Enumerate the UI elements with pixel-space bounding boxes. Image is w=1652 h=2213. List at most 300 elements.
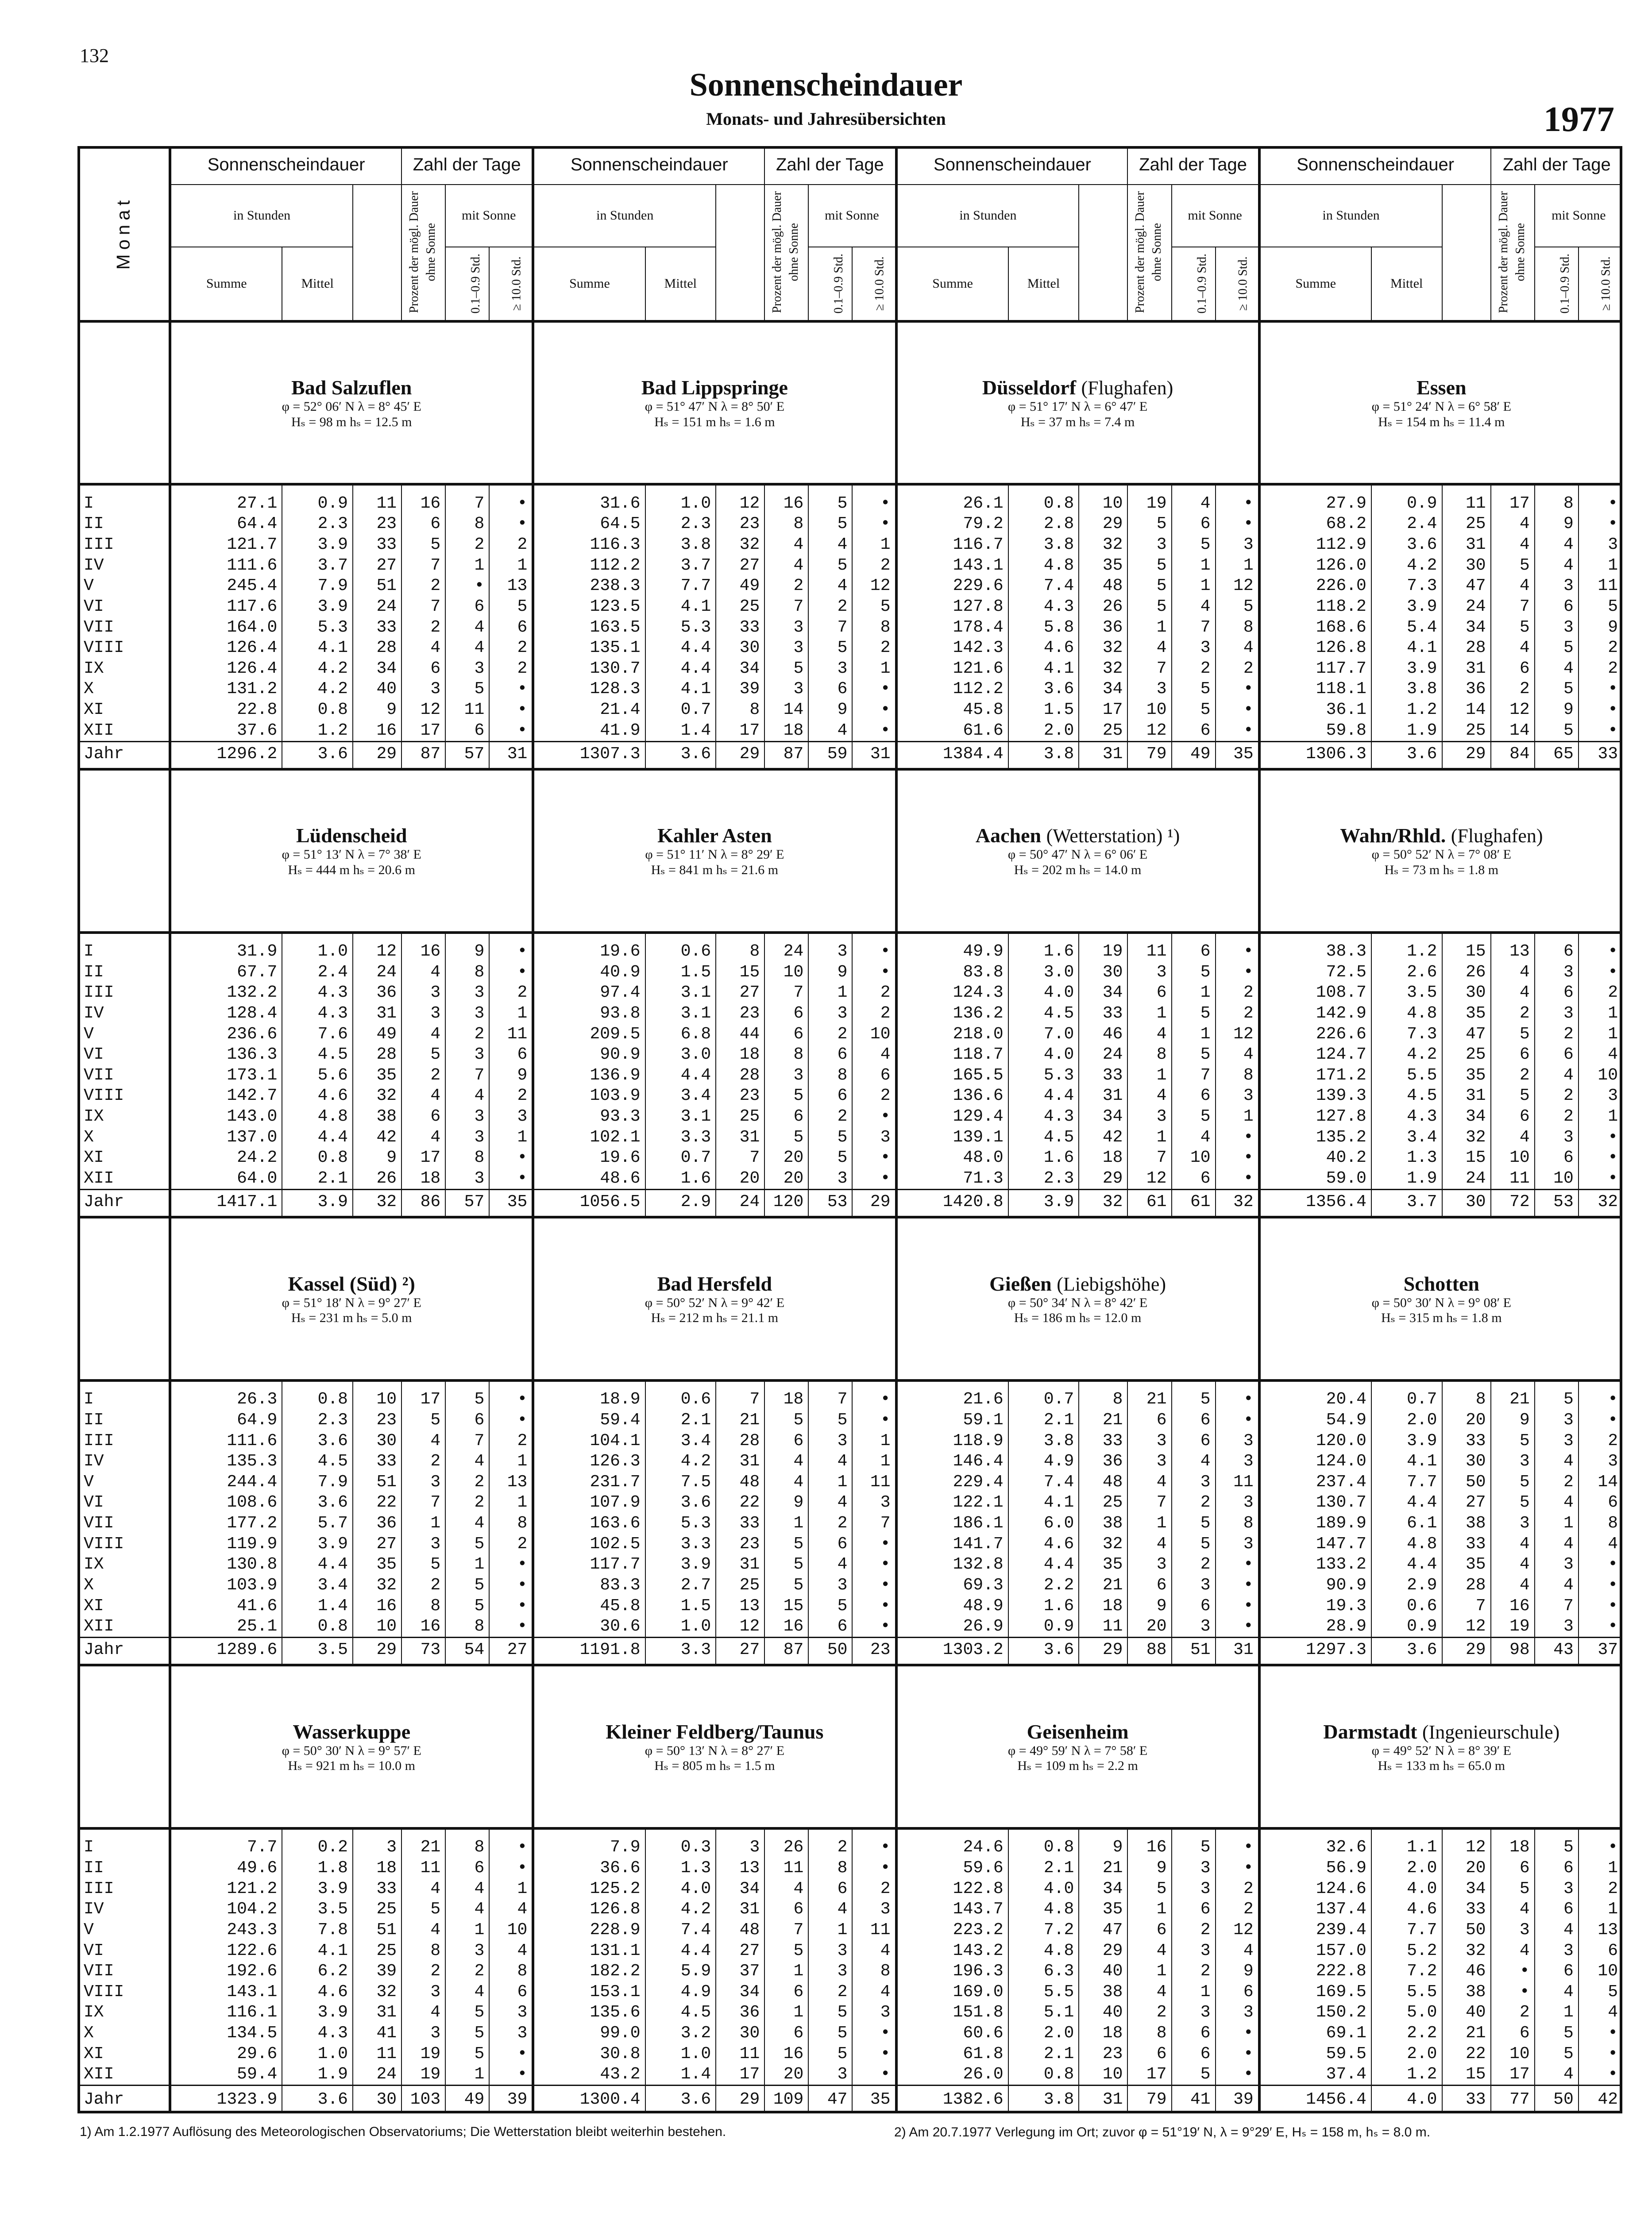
data-cell: 3 — [1127, 679, 1171, 700]
data-cell: 48 — [716, 1920, 764, 1940]
data-cell: 6 — [808, 1534, 852, 1554]
data-cell: 4 — [1127, 637, 1171, 658]
data-cell: 33 — [1079, 1065, 1127, 1086]
data-cell: 3 — [489, 1106, 533, 1127]
data-cell: 2 — [1216, 658, 1259, 679]
data-cell: 8 — [445, 1837, 489, 1858]
station-elevation: Hₛ = 109 m hₛ = 2.2 m — [1017, 1758, 1138, 1773]
data-cell: 2 — [1491, 1065, 1535, 1086]
data-cell: 41.9 — [533, 720, 645, 741]
data-cell: 61.8 — [896, 2043, 1008, 2064]
data-cell: 3.3 — [645, 1534, 716, 1554]
data-cell: 4.6 — [282, 1086, 353, 1106]
data-cell: 6 — [1172, 941, 1216, 962]
data-cell: 3 — [401, 982, 445, 1003]
data-cell: 3 — [808, 1961, 852, 1982]
month-label: I — [84, 1838, 94, 1857]
data-cell: • — [1579, 2064, 1622, 2086]
data-cell: 64.5 — [533, 514, 645, 535]
data-cell: 3 — [1127, 534, 1171, 555]
data-cell: 124.7 — [1259, 1044, 1371, 1065]
data-cell: 13 — [489, 576, 533, 597]
data-cell: 26 — [353, 1168, 401, 1189]
header-sunshine-duration: Sonnenscheindauer — [533, 146, 764, 185]
data-cell: 5 — [1127, 596, 1171, 617]
data-cell: 2 — [1579, 1878, 1622, 1899]
data-cell: 132.8 — [896, 1554, 1008, 1575]
data-cell: 48 — [716, 1472, 764, 1492]
data-cell: 1 — [1127, 617, 1171, 638]
data-cell: 4.4 — [645, 658, 716, 679]
data-cell: 2 — [764, 576, 808, 597]
data-cell: 31 — [1442, 534, 1491, 555]
data-cell: 125.2 — [533, 1878, 645, 1899]
data-cell: 33 — [353, 534, 401, 555]
data-cell: 1 — [1579, 1003, 1622, 1024]
header-range-high-label: ≥ 10.0 Std. — [509, 256, 524, 311]
data-cell: 34 — [1442, 617, 1491, 638]
data-cell: 117.7 — [1259, 658, 1371, 679]
header-sunshine-duration: Sonnenscheindauer — [170, 146, 401, 185]
data-cell: 6 — [1172, 1430, 1216, 1451]
data-cell: 16 — [764, 2043, 808, 2064]
data-cell: 6.0 — [1008, 1513, 1079, 1534]
data-cell: 157.0 — [1259, 1940, 1371, 1961]
station-coordinates: φ = 51° 24′ N λ = 6° 58′ E — [1371, 399, 1511, 414]
data-cell: 2.8 — [1008, 514, 1079, 535]
data-cell: • — [1579, 493, 1622, 514]
data-cell: 165.5 — [896, 1065, 1008, 1086]
data-cell: 1 — [852, 1430, 896, 1451]
data-cell: 31 — [489, 741, 533, 769]
data-cell: 27 — [489, 1638, 533, 1666]
data-cell: 46 — [1442, 1961, 1491, 1982]
data-cell: 5 — [401, 1044, 445, 1065]
data-cell: 8 — [1442, 1389, 1491, 1410]
header-number-of-days: Zahl der Tage — [1127, 146, 1259, 185]
data-cell: 1297.3 — [1259, 1638, 1371, 1666]
data-cell: 24 — [353, 596, 401, 617]
data-cell: 6 — [1127, 1575, 1171, 1596]
data-cell: 103.9 — [170, 1575, 282, 1596]
header-range-low-label: 0.1–0.9 Std. — [1558, 253, 1572, 314]
data-cell: 7.6 — [282, 1024, 353, 1045]
data-cell: 7.7 — [645, 576, 716, 597]
data-cell: 1420.8 — [896, 1189, 1008, 1217]
data-cell: 130.8 — [170, 1554, 282, 1575]
data-cell: 4.1 — [645, 596, 716, 617]
data-cell: 1.0 — [282, 2043, 353, 2064]
data-cell: 1.3 — [645, 1858, 716, 1878]
data-cell: 13 — [1579, 1920, 1622, 1940]
data-cell: 5 — [401, 1410, 445, 1430]
data-cell: 17 — [401, 1389, 445, 1410]
data-cell: 8 — [1127, 2023, 1171, 2043]
data-cell: • — [1216, 1837, 1259, 1858]
data-cell: 4.3 — [1008, 596, 1079, 617]
data-cell: 1.2 — [1371, 2064, 1442, 2086]
data-cell: 120 — [764, 1189, 808, 1217]
data-cell: 169.5 — [1259, 1982, 1371, 2002]
data-cell: • — [489, 1575, 533, 1596]
data-cell: 3 — [1579, 1451, 1622, 1472]
data-cell: 34 — [1079, 679, 1127, 700]
data-cell: 20 — [1442, 1410, 1491, 1430]
data-cell: 6 — [445, 720, 489, 741]
header-percent-label: Prozent der mögl. Dauer — [770, 191, 784, 313]
data-cell: 59.6 — [896, 1858, 1008, 1878]
data-cell: • — [1579, 2023, 1622, 2043]
data-cell: 2 — [1535, 1106, 1579, 1127]
data-cell: 2.4 — [282, 962, 353, 983]
data-cell: 3 — [1127, 1106, 1171, 1127]
data-cell: 3.8 — [1008, 2086, 1079, 2113]
data-cell: 0.3 — [645, 1837, 716, 1858]
data-cell: 33 — [1579, 741, 1622, 769]
data-cell: • — [852, 941, 896, 962]
data-cell: 6 — [1172, 1596, 1216, 1616]
data-cell: 2 — [489, 1086, 533, 1106]
data-cell: 127.8 — [896, 596, 1008, 617]
data-cell: 9 — [353, 1147, 401, 1168]
data-cell: 5 — [808, 1127, 852, 1148]
data-cell: 111.6 — [170, 1430, 282, 1451]
data-cell: 27.9 — [1259, 493, 1371, 514]
data-cell: • — [1216, 1147, 1259, 1168]
data-cell: 31 — [353, 1003, 401, 1024]
data-cell: 4 — [1579, 1044, 1622, 1065]
data-cell: 37.4 — [1259, 2064, 1371, 2086]
data-cell: 26.3 — [170, 1389, 282, 1410]
data-cell: 4.1 — [1371, 637, 1442, 658]
data-cell: 2 — [852, 1003, 896, 1024]
data-cell: 3 — [1172, 637, 1216, 658]
data-cell: 0.8 — [1008, 493, 1079, 514]
data-cell: 109 — [764, 2086, 808, 2113]
data-cell: 4 — [1172, 596, 1216, 617]
data-cell: 43.2 — [533, 2064, 645, 2086]
data-cell: 3 — [445, 1003, 489, 1024]
data-cell: 7 — [1127, 1147, 1171, 1168]
data-cell: 98 — [1491, 1638, 1535, 1666]
data-cell: 124.3 — [896, 982, 1008, 1003]
data-cell: 5.7 — [282, 1513, 353, 1534]
data-cell: 39 — [1216, 2086, 1259, 2113]
data-cell: 4.4 — [1371, 1554, 1442, 1575]
data-cell: 3 — [852, 2002, 896, 2023]
data-cell: 5 — [1535, 2043, 1579, 2064]
data-cell: 4.2 — [1371, 555, 1442, 576]
data-cell: 30.8 — [533, 2043, 645, 2064]
data-cell: 7.9 — [533, 1837, 645, 1858]
data-cell: 32 — [353, 1575, 401, 1596]
data-cell: 6 — [1535, 596, 1579, 617]
data-cell: 1 — [445, 1554, 489, 1575]
station-coordinates: φ = 50° 52′ N λ = 9° 42′ E — [645, 1295, 785, 1310]
station-elevation: Hₛ = 212 m hₛ = 21.1 m — [651, 1311, 779, 1326]
data-cell: 0.6 — [1371, 1596, 1442, 1616]
header-without-sun-label: ohne Sonne — [1150, 223, 1164, 281]
data-cell: 68.2 — [1259, 514, 1371, 535]
data-cell: 24.2 — [170, 1147, 282, 1168]
data-cell: 6 — [764, 1003, 808, 1024]
data-cell: 6 — [1491, 2023, 1535, 2043]
data-cell: 2.3 — [645, 514, 716, 535]
data-cell: 35 — [852, 2086, 896, 2113]
data-cell: 12 — [1127, 720, 1171, 741]
data-cell: 196.3 — [896, 1961, 1008, 1982]
data-cell: 3 — [808, 1575, 852, 1596]
data-cell: 38 — [1442, 1982, 1491, 2002]
data-cell: 34 — [716, 658, 764, 679]
data-cell: 5 — [445, 2002, 489, 2023]
data-cell: 1 — [401, 1513, 445, 1534]
data-cell: 1 — [489, 1127, 533, 1148]
data-cell: 118.2 — [1259, 596, 1371, 617]
data-cell: 50 — [1535, 2086, 1579, 2113]
data-cell: • — [1579, 1616, 1622, 1637]
data-cell: 41 — [353, 2023, 401, 2043]
month-label: Jahr — [77, 1189, 170, 1217]
data-cell: 7.7 — [170, 1837, 282, 1858]
data-cell: 2 — [445, 1492, 489, 1513]
data-cell: 20 — [716, 1168, 764, 1189]
data-cell: 1 — [764, 1961, 808, 1982]
month-label: VIII — [84, 1086, 124, 1106]
data-cell: 16 — [353, 1596, 401, 1616]
data-cell: 18 — [1079, 1596, 1127, 1616]
data-cell: 17 — [1491, 2064, 1535, 2086]
data-cell: 47 — [808, 2086, 852, 2113]
data-cell: 48.0 — [896, 1147, 1008, 1168]
data-cell: 3.5 — [282, 1638, 353, 1666]
data-cell: 25 — [1079, 720, 1127, 741]
data-cell: 4.6 — [1371, 1899, 1442, 1920]
data-cell: 3.0 — [1008, 962, 1079, 983]
data-cell: 30 — [716, 637, 764, 658]
data-cell: 6 — [808, 1878, 852, 1899]
data-cell: 1296.2 — [170, 741, 282, 769]
data-cell: 8 — [445, 962, 489, 983]
data-cell: 2 — [1535, 1024, 1579, 1045]
station-coordinates: φ = 51° 11′ N λ = 8° 29′ E — [645, 847, 784, 862]
data-cell: 17 — [716, 720, 764, 741]
data-cell: 1.2 — [1371, 699, 1442, 720]
data-cell: 143.0 — [170, 1106, 282, 1127]
data-cell: 4 — [401, 1878, 445, 1899]
data-cell: 3.6 — [1371, 534, 1442, 555]
data-cell: 5 — [764, 1534, 808, 1554]
data-cell: 163.6 — [533, 1513, 645, 1534]
header-sunshine-duration: Sonnenscheindauer — [896, 146, 1128, 185]
station-name-text: Wasserkuppe — [293, 1720, 411, 1743]
data-cell: 93.3 — [533, 1106, 645, 1127]
data-cell: 133.2 — [1259, 1554, 1371, 1575]
header-mean: Mittel — [645, 247, 716, 321]
data-cell: 4.3 — [1371, 1106, 1442, 1127]
data-cell: 3.9 — [282, 1878, 353, 1899]
header-range-low-label: 0.1–0.9 Std. — [1195, 253, 1209, 314]
data-cell: 3 — [808, 941, 852, 962]
data-cell: 47 — [1442, 576, 1491, 597]
data-cell: 126.8 — [1259, 637, 1371, 658]
data-cell: 12 — [852, 576, 896, 597]
data-cell: 18 — [353, 1858, 401, 1878]
data-cell: • — [1579, 514, 1622, 535]
data-cell: 4 — [1127, 1086, 1171, 1106]
station-name-suffix: (Liebigshöhe) — [1057, 1273, 1166, 1295]
data-cell: • — [1216, 493, 1259, 514]
data-cell: 8 — [764, 1044, 808, 1065]
data-cell: • — [852, 1596, 896, 1616]
month-label: V — [84, 1472, 94, 1492]
data-cell: 20 — [1442, 1858, 1491, 1878]
data-cell: 38 — [1079, 1982, 1127, 2002]
data-cell: 4.0 — [1008, 982, 1079, 1003]
data-cell: 107.9 — [533, 1492, 645, 1513]
data-cell: 61.6 — [896, 720, 1008, 741]
data-cell: 41 — [1172, 2086, 1216, 2113]
data-cell: 3 — [764, 679, 808, 700]
station-elevation: Hₛ = 37 m hₛ = 7.4 m — [1020, 414, 1135, 429]
data-cell: 42 — [353, 1127, 401, 1148]
data-cell: 2 — [1216, 1899, 1259, 1920]
month-label: II — [84, 514, 104, 534]
data-cell: 111.6 — [170, 555, 282, 576]
data-cell: 104.1 — [533, 1430, 645, 1451]
data-cell: 29 — [1079, 1638, 1127, 1666]
data-cell: 1 — [1172, 1024, 1216, 1045]
data-cell: 4 — [401, 1086, 445, 1106]
data-cell: 53 — [808, 1189, 852, 1217]
data-cell: 90.9 — [1259, 1575, 1371, 1596]
data-cell: 121.6 — [896, 658, 1008, 679]
data-cell: 3 — [489, 2023, 533, 2043]
data-cell: 7 — [852, 1513, 896, 1534]
month-label: IX — [84, 659, 104, 678]
data-cell: 5.9 — [645, 1961, 716, 1982]
data-cell: 3 — [808, 1940, 852, 1961]
data-cell: 126.0 — [1259, 555, 1371, 576]
data-cell: 164.0 — [170, 617, 282, 638]
data-cell: 4.9 — [645, 1982, 716, 2002]
data-cell: 34 — [1442, 1106, 1491, 1127]
data-cell: 18 — [1079, 1147, 1127, 1168]
data-cell: 2.2 — [1371, 2023, 1442, 2043]
data-cell: 6 — [764, 1982, 808, 2002]
data-cell: • — [1579, 1389, 1622, 1410]
data-cell: 23 — [716, 1003, 764, 1024]
data-cell: 6 — [1172, 514, 1216, 535]
data-cell: 4.8 — [282, 1106, 353, 1127]
data-cell: 11 — [852, 1472, 896, 1492]
data-cell: • — [489, 1858, 533, 1878]
data-cell: 7 — [401, 596, 445, 617]
data-cell: • — [1216, 1410, 1259, 1430]
data-cell: 36 — [1079, 1451, 1127, 1472]
header-sunshine-duration: Sonnenscheindauer — [1259, 146, 1491, 185]
data-cell: 124.0 — [1259, 1451, 1371, 1472]
data-cell: 9 — [808, 699, 852, 720]
data-cell: 2 — [1127, 2002, 1171, 2023]
month-label: XI — [84, 1596, 104, 1615]
data-cell: 2 — [1172, 1492, 1216, 1513]
data-cell: 139.3 — [1259, 1086, 1371, 1106]
data-cell: 50 — [1442, 1472, 1491, 1492]
data-cell: 33 — [1442, 1430, 1491, 1451]
data-cell: 24 — [353, 962, 401, 983]
station-elevation: Hₛ = 151 m hₛ = 1.6 m — [654, 414, 775, 429]
data-cell: 3.8 — [645, 534, 716, 555]
data-cell: 7.9 — [282, 1472, 353, 1492]
data-cell: 116.3 — [533, 534, 645, 555]
data-cell: 4.2 — [282, 658, 353, 679]
data-cell: 22 — [1442, 2043, 1491, 2064]
data-cell: 116.1 — [170, 2002, 282, 2023]
data-cell: 4.8 — [1371, 1534, 1442, 1554]
data-cell: 5 — [1579, 596, 1622, 617]
data-cell: • — [1216, 514, 1259, 535]
data-cell: 4 — [808, 720, 852, 741]
data-cell: 245.4 — [170, 576, 282, 597]
data-cell: 51 — [353, 1472, 401, 1492]
data-cell: 12 — [401, 699, 445, 720]
data-cell: 8 — [808, 1858, 852, 1878]
data-cell: 1.0 — [645, 2043, 716, 2064]
data-cell: 2 — [1579, 658, 1622, 679]
data-cell: 17 — [716, 2064, 764, 2086]
data-cell: 4.4 — [1008, 1086, 1079, 1106]
data-cell: 4 — [852, 1940, 896, 1961]
data-cell: • — [852, 1554, 896, 1575]
data-cell: 5 — [764, 1554, 808, 1575]
data-cell: 131.2 — [170, 679, 282, 700]
data-cell: 3 — [1127, 1554, 1171, 1575]
data-cell: 103.9 — [533, 1086, 645, 1106]
data-cell: 14 — [1491, 720, 1535, 741]
data-cell: 6 — [1127, 1410, 1171, 1430]
data-cell: 5 — [1127, 576, 1171, 597]
data-cell: • — [852, 962, 896, 983]
data-cell: 25 — [353, 1899, 401, 1920]
station-coordinates: φ = 51° 13′ N λ = 7° 38′ E — [282, 847, 421, 862]
data-cell: 16 — [1491, 1596, 1535, 1616]
data-cell: 3 — [808, 658, 852, 679]
data-cell: 3 — [1535, 617, 1579, 638]
data-cell: 6 — [1491, 1858, 1535, 1878]
data-cell: 1.4 — [282, 1596, 353, 1616]
data-cell: 5 — [1535, 637, 1579, 658]
data-cell: 169.0 — [896, 1982, 1008, 2002]
data-cell: • — [1579, 679, 1622, 700]
data-cell: 5 — [1491, 1492, 1535, 1513]
data-cell: 26.1 — [896, 493, 1008, 514]
data-cell: 1 — [445, 555, 489, 576]
data-cell: 2 — [808, 1106, 852, 1127]
data-cell: 120.0 — [1259, 1430, 1371, 1451]
data-cell: 1323.9 — [170, 2086, 282, 2113]
data-cell: 5 — [764, 1410, 808, 1430]
data-cell: 5.5 — [1371, 1065, 1442, 1086]
data-cell: 143.2 — [896, 1940, 1008, 1961]
data-cell: 97.4 — [533, 982, 645, 1003]
data-cell: 2 — [489, 658, 533, 679]
data-cell: 77 — [1491, 2086, 1535, 2113]
data-cell: 7 — [764, 596, 808, 617]
data-cell: 3 — [1491, 1920, 1535, 1940]
data-cell: 12 — [1442, 1616, 1491, 1637]
data-cell: 4 — [1535, 555, 1579, 576]
